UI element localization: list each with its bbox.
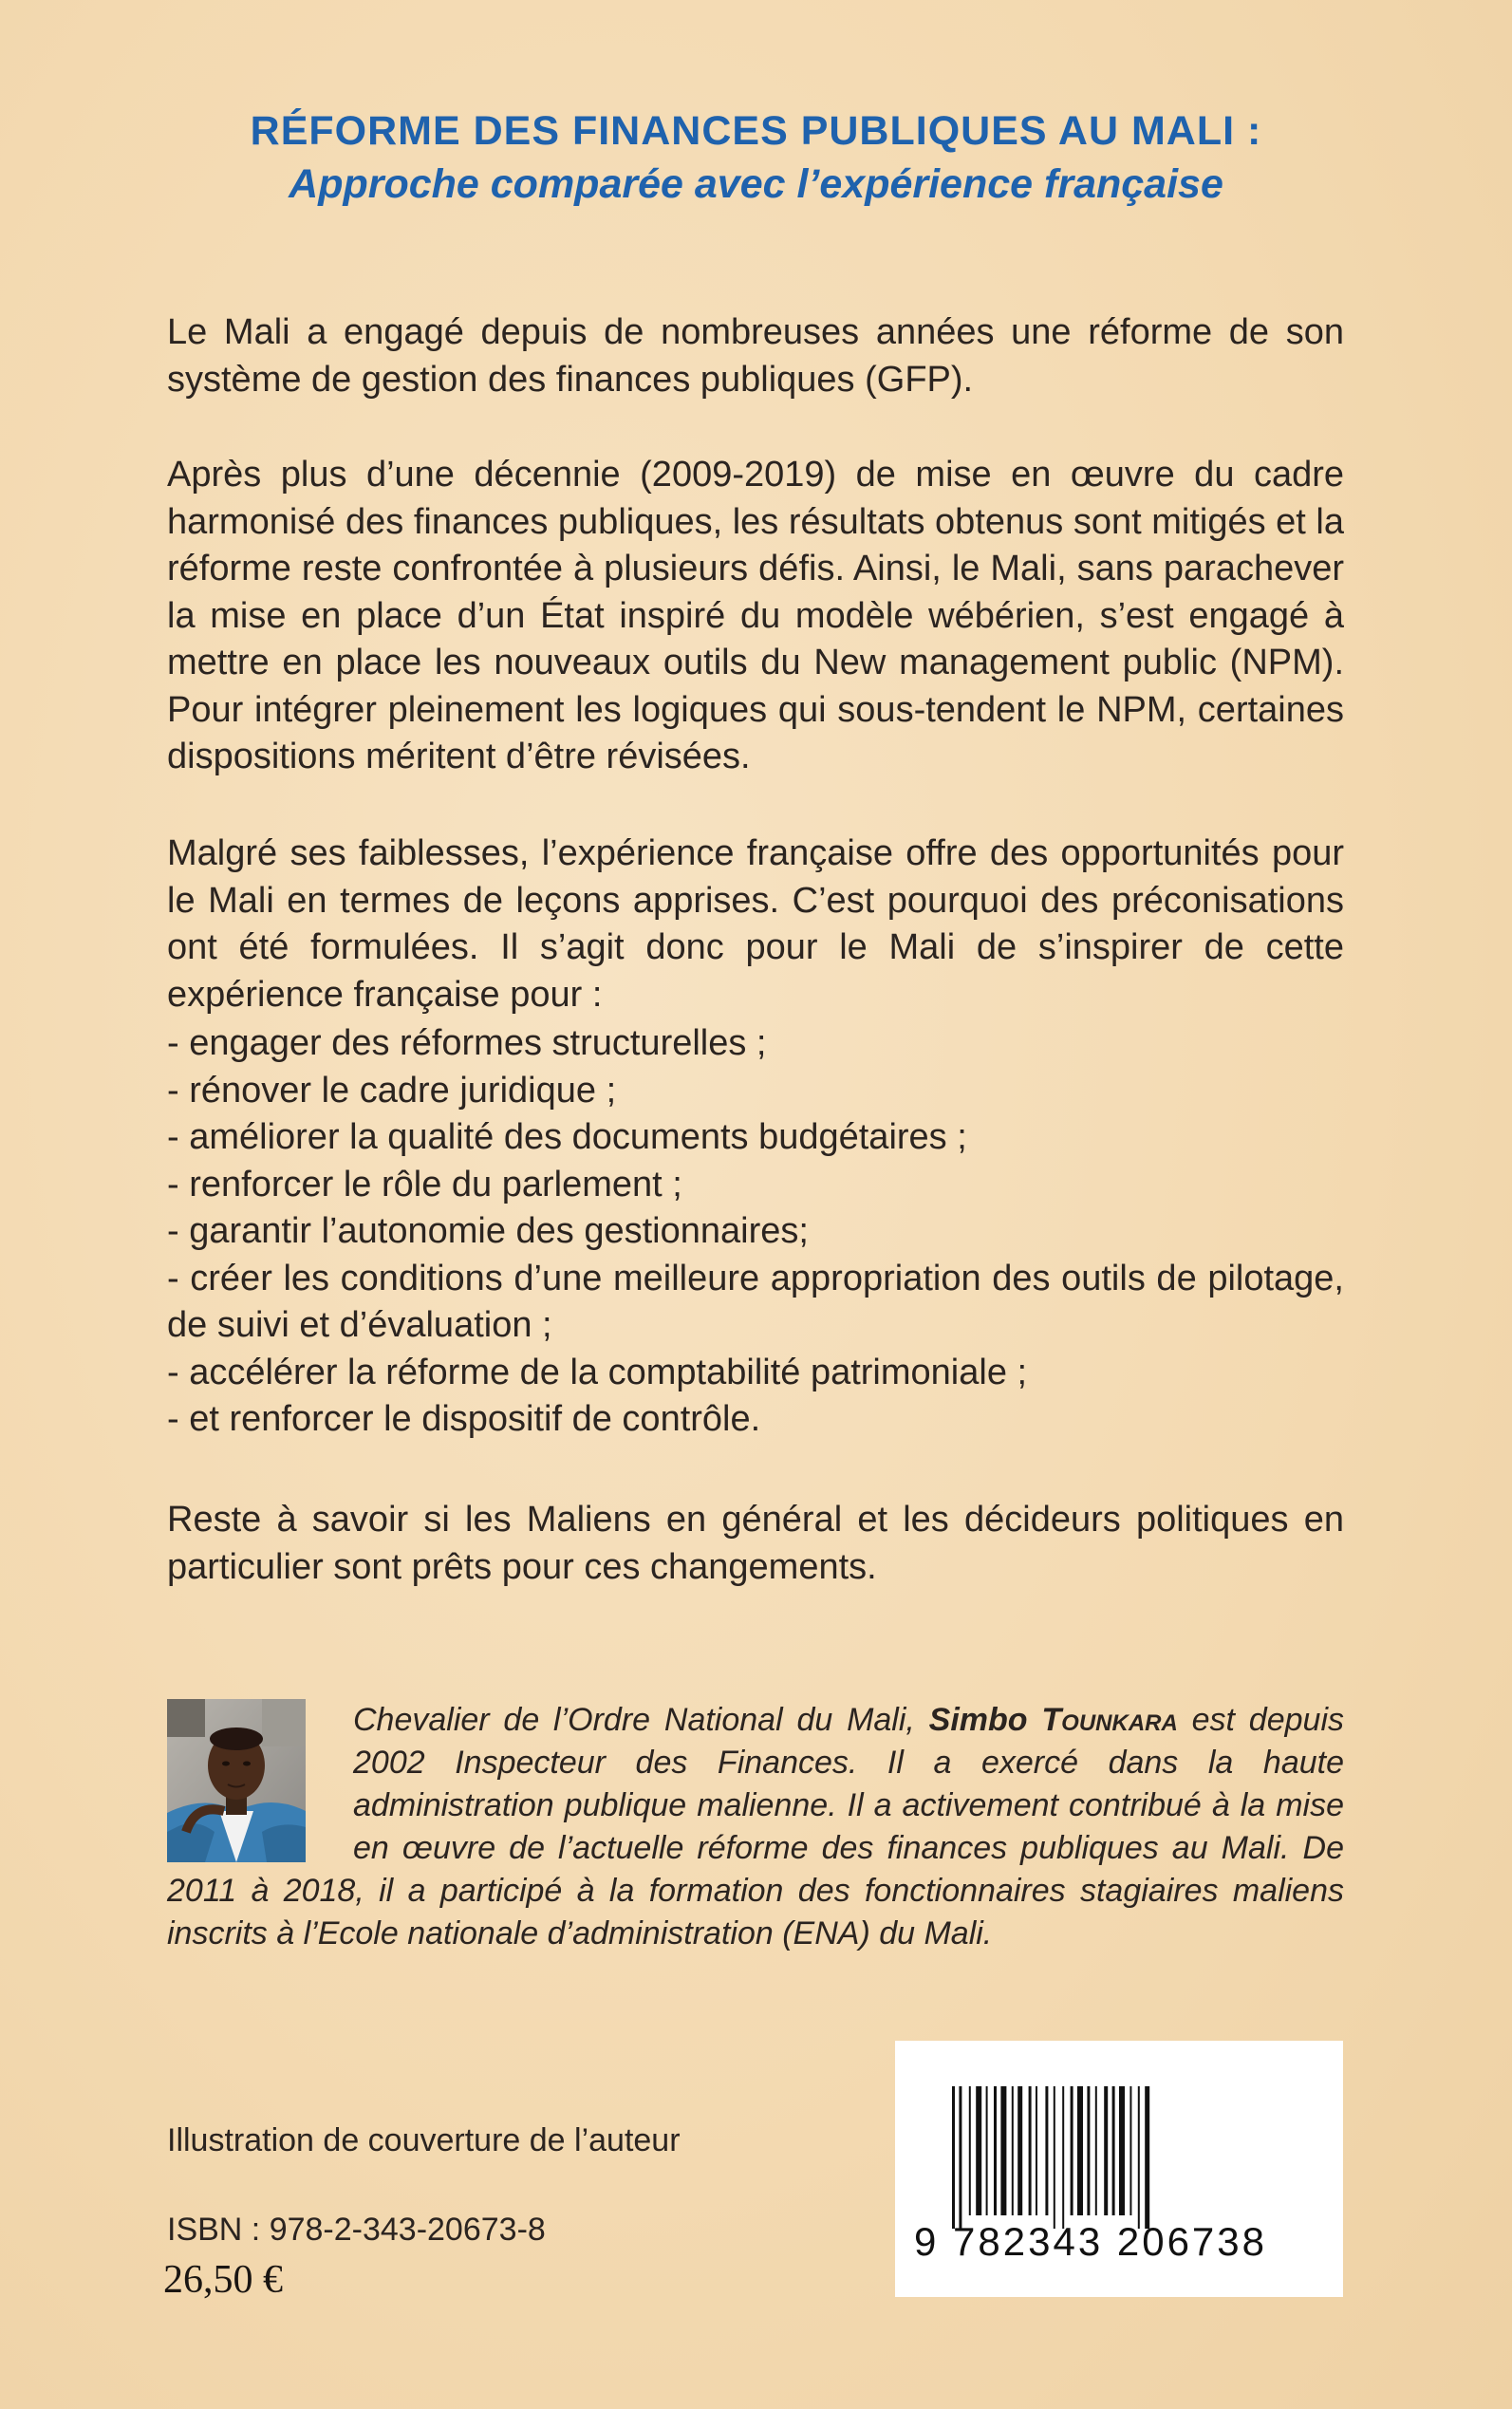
barcode-bar — [1087, 2086, 1090, 2215]
author-photo — [167, 1699, 306, 1862]
paragraph-text: Après plus d’une décennie (2009-2019) de mise en œuvre du cadre harmonisé des finances publiques, les résultats obtenus sont mitigés et la réforme reste confrontée à plusieurs défis. Ainsi, le Mali, sans parachever la mise en place d’un État inspiré du modèle wébérien, s’est engagé à mettre en place les nouveaux outils du New management public (NPM). Pour intégrer pleinement les logiques qui sous-tendent le NPM, certaines dispositions méritent d’être révisées. — [167, 455, 1344, 776]
list-item: - accélérer la réforme de la comptabilité patrimoniale ; — [167, 1352, 1028, 1392]
barcode-bar — [1036, 2086, 1037, 2215]
barcode-bar — [1000, 2086, 1006, 2215]
barcode-bar — [1045, 2086, 1048, 2215]
bio-text: est depuis 2002 Inspecteur des Finances. Il a exercé dans la haute administration publique malienne. Il a activement contribué à la mise en œuvre de l’actuelle réforme des finances publiques au Mali. De 2011 à 2018, il a participé à la formation des fonctionnaires stagiaires maliens inscrits à l’Ecole nationale d’administration (ENA) du Mali. — [167, 1702, 1344, 1951]
barcode-bar — [1017, 2086, 1022, 2215]
book-subtitle: Approche comparée avec l’expérience française — [289, 161, 1223, 207]
barcode-bar — [1119, 2086, 1125, 2215]
list-item: - et renforcer le dispositif de contrôle. — [167, 1399, 761, 1439]
author-first-name: Simbo — [928, 1702, 1042, 1738]
title-block — [0, 104, 1512, 211]
barcode-bar — [969, 2086, 971, 2215]
barcode-bar — [976, 2086, 981, 2215]
list-item: - améliorer la qualité des documents budgétaires ; — [167, 1117, 967, 1157]
barcode-bar — [1062, 2086, 1064, 2229]
isbn-number: ISBN : 978-2-343-20673-8 — [167, 2212, 546, 2248]
book-price: 26,50 € — [163, 2258, 283, 2302]
author-portrait-image — [167, 1699, 306, 1862]
recommendations-list — [167, 1020, 1344, 1444]
list-item: - engager des réformes structurelles ; — [167, 1023, 767, 1063]
barcode-bar — [1104, 2086, 1108, 2215]
list-item: - créer les conditions d’une meilleure appropriation des outils de pilotage, de suivi et d’évaluation ; — [167, 1258, 1344, 1345]
barcode-bar — [1112, 2086, 1115, 2215]
summary-paragraph-1 — [167, 309, 1344, 403]
barcode-bar — [1095, 2086, 1097, 2215]
list-item: - rénover le cadre juridique ; — [167, 1070, 617, 1111]
illustration-credit: Illustration de couverture de l’auteur — [167, 2122, 681, 2158]
barcode-bar — [986, 2086, 988, 2215]
list-item: - renforcer le rôle du parlement ; — [167, 1164, 682, 1204]
author-block — [167, 1699, 1344, 1965]
barcode — [895, 2041, 1343, 2297]
author-last-name: Tounkara — [1041, 1702, 1178, 1738]
barcode-bar — [994, 2086, 997, 2215]
bio-intro: Chevalier de l’Ordre National du Mali, — [353, 1702, 929, 1738]
barcode-bar — [959, 2086, 961, 2229]
barcode-bar — [1029, 2086, 1032, 2215]
barcode-digits: 9 782343 206738 — [914, 2219, 1267, 2264]
barcode-bar — [1129, 2086, 1131, 2215]
paragraph-text: Le Mali a engagé depuis de nombreuses années une réforme de son système de gestion des finances publiques (GFP). — [167, 312, 1344, 400]
barcode-bar — [952, 2086, 955, 2229]
summary-paragraph-4 — [167, 1497, 1344, 1591]
barcode-bar — [1054, 2086, 1055, 2229]
barcode-bar — [1077, 2086, 1083, 2215]
barcode-bar — [1138, 2086, 1140, 2229]
summary-paragraph-3 — [167, 831, 1344, 1018]
barcode-bar — [1012, 2086, 1014, 2215]
barcode-bar — [1071, 2086, 1073, 2215]
summary-paragraph-2 — [167, 452, 1344, 781]
list-item: - garantir l’autonomie des gestionnaires; — [167, 1211, 809, 1251]
paragraph-text: Reste à savoir si les Maliens en général et les décideurs politiques en particulier sont prêts pour ces changements. — [167, 1500, 1344, 1587]
barcode-bar — [1145, 2086, 1149, 2229]
book-title: RÉFORME DES FINANCES PUBLIQUES AU MALI : — [250, 108, 1262, 154]
author-bio — [167, 1699, 1344, 1955]
paragraph-text: Malgré ses faiblesses, l’expérience française offre des opportunités pour le Mali en termes de leçons apprises. C’est pourquoi des préconisations ont été formulées. Il s’agit donc pour le Mali de s’inspirer de cette expérience française pour : — [167, 833, 1344, 1015]
